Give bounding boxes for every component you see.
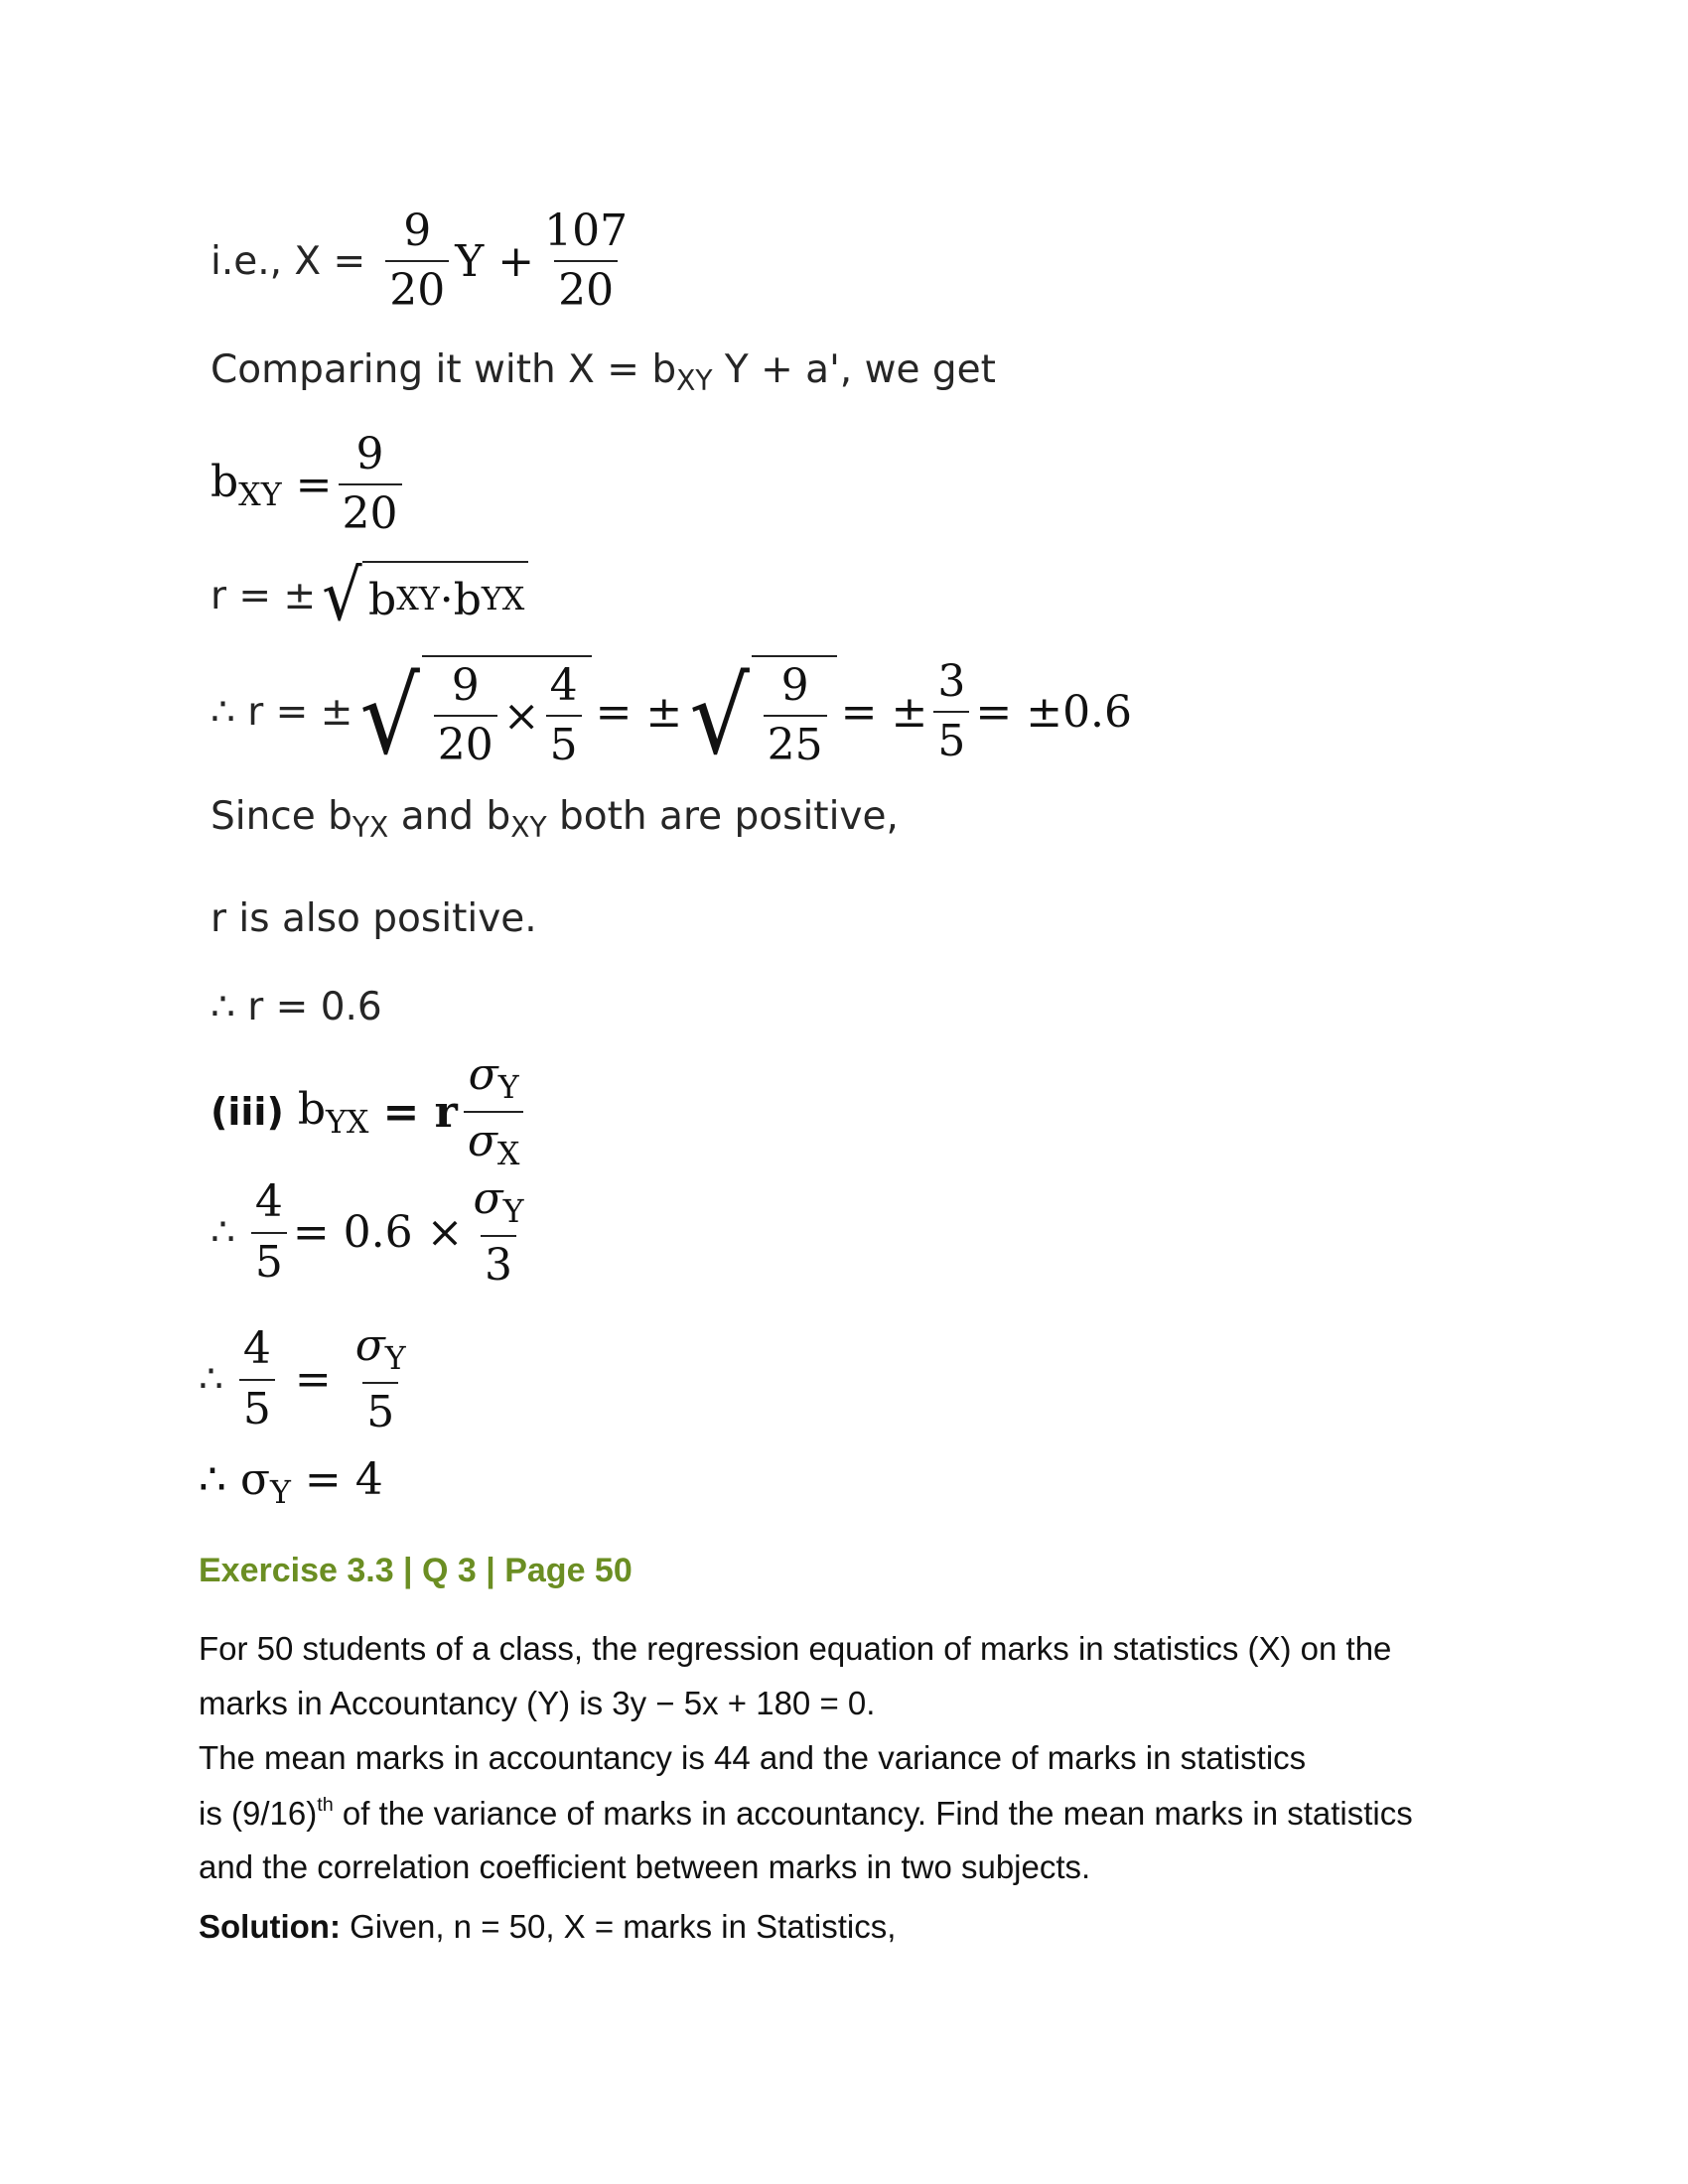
r-positive-line: r is also positive. — [211, 896, 537, 941]
question-line-5: and the correlation coefficient between marks in two subjects. — [199, 1848, 1091, 1885]
question-line-1: For 50 students of a class, the regression equation of marks in statistics (X) on the — [199, 1630, 1392, 1667]
fraction-107-20 — [540, 205, 632, 317]
denominator: 20 — [554, 260, 618, 314]
bxy-equation — [211, 429, 408, 540]
fraction-3-5: $\frac{3}{5}$ — [933, 659, 969, 764]
radicand: b XY · b YX — [362, 561, 528, 630]
fraction-4-5: $\frac{4}{5}$ — [251, 1179, 287, 1285]
radical-sign: √ — [689, 654, 751, 777]
byx-symbol: $b_{YX}$ — [297, 1083, 369, 1141]
solution-line — [199, 1908, 896, 1946]
step-3-equation: ∴ $\sigma_Y = 4$ — [199, 1454, 383, 1511]
r-result-line: ∴ r = 0.6 — [211, 985, 382, 1029]
radicand: $\frac{9}{20}$ × $\frac{4}{5}$ — [422, 655, 592, 768]
bxy-symbol: $b_{XY}$ — [211, 456, 282, 513]
compare-text: Comparing it with X = b — [211, 347, 677, 392]
fraction-sigma-y-3: $\frac{\sigma_Y}{3}$ — [473, 1173, 524, 1292]
radical-sign: √ — [359, 654, 421, 777]
fraction-sigma-y-sigma-x: $\frac{\sigma_Y}{\sigma_X}$ — [464, 1052, 524, 1171]
radicand: $\frac{9}{25}$ — [752, 655, 837, 768]
therefore-symbol: ∴ — [199, 1357, 223, 1403]
fraction-9-20 — [385, 205, 449, 317]
sqrt-product — [356, 654, 591, 777]
eq-prefix: i.e., X = — [211, 238, 366, 284]
numerator: 107 — [544, 205, 629, 256]
question-line-4: is $(9/16)^{th}$ of the variance of marks in accountancy. Find the mean marks in statistics — [199, 1794, 1413, 1832]
numerator: 9 — [403, 205, 432, 256]
equals-r: = r — [382, 1086, 458, 1138]
exercise-heading: Exercise 3.3 | Q 3 | Page 50 — [199, 1552, 633, 1589]
equals-pm: = ± — [840, 686, 928, 738]
r-formula — [211, 555, 532, 636]
question-line-3: The mean marks in accountancy is 44 and the variance of marks in statistics — [199, 1739, 1307, 1776]
comparing-line — [211, 347, 996, 397]
numerator: 9 — [355, 429, 384, 479]
equation-x-on-y — [211, 205, 637, 317]
compare-text-after: Y + a', we get — [712, 347, 996, 392]
r-prefix: r = ± — [211, 573, 317, 618]
sqrt-9-25 — [686, 654, 836, 777]
step-2-equation — [199, 1320, 416, 1438]
part-label: (iii) — [211, 1090, 284, 1135]
sqrt-symbol — [320, 555, 528, 636]
solution-text: Given, n = 50, X = marks in Statistics, — [340, 1908, 897, 1945]
therefore-symbol: ∴ — [211, 1210, 235, 1256]
since-line: Since $b_{YX}$ and $b_{XY}$ both are positive, — [211, 794, 899, 844]
denominator: 20 — [385, 260, 449, 314]
compare-sub: XY — [676, 363, 713, 397]
fraction-9-20 — [339, 429, 402, 540]
equals-expression: = 0.6 × — [292, 1207, 464, 1259]
r-calc-prefix: ∴ r = ± — [211, 689, 353, 735]
equals-pm: = ± — [595, 686, 683, 738]
step-1-equation — [211, 1173, 533, 1292]
eq-mid: Y + — [455, 235, 535, 287]
radical-sign: √ — [322, 555, 362, 636]
denominator: 20 — [339, 483, 402, 537]
fraction-sigma-y-5: $\frac{\sigma_Y}{5}$ — [354, 1320, 406, 1438]
fraction-4-5: $\frac{4}{5}$ — [239, 1326, 275, 1432]
r-result-value: = ±0.6 — [975, 686, 1133, 738]
equals: = — [295, 459, 333, 510]
equals: = — [294, 1354, 332, 1406]
question-line-2: marks in Accountancy (Y) is 3y − 5x + 180 = 0. — [199, 1685, 876, 1721]
r-calculation — [211, 654, 1133, 777]
solution-label: Solution: — [199, 1908, 341, 1945]
part-iii-equation — [211, 1049, 529, 1172]
